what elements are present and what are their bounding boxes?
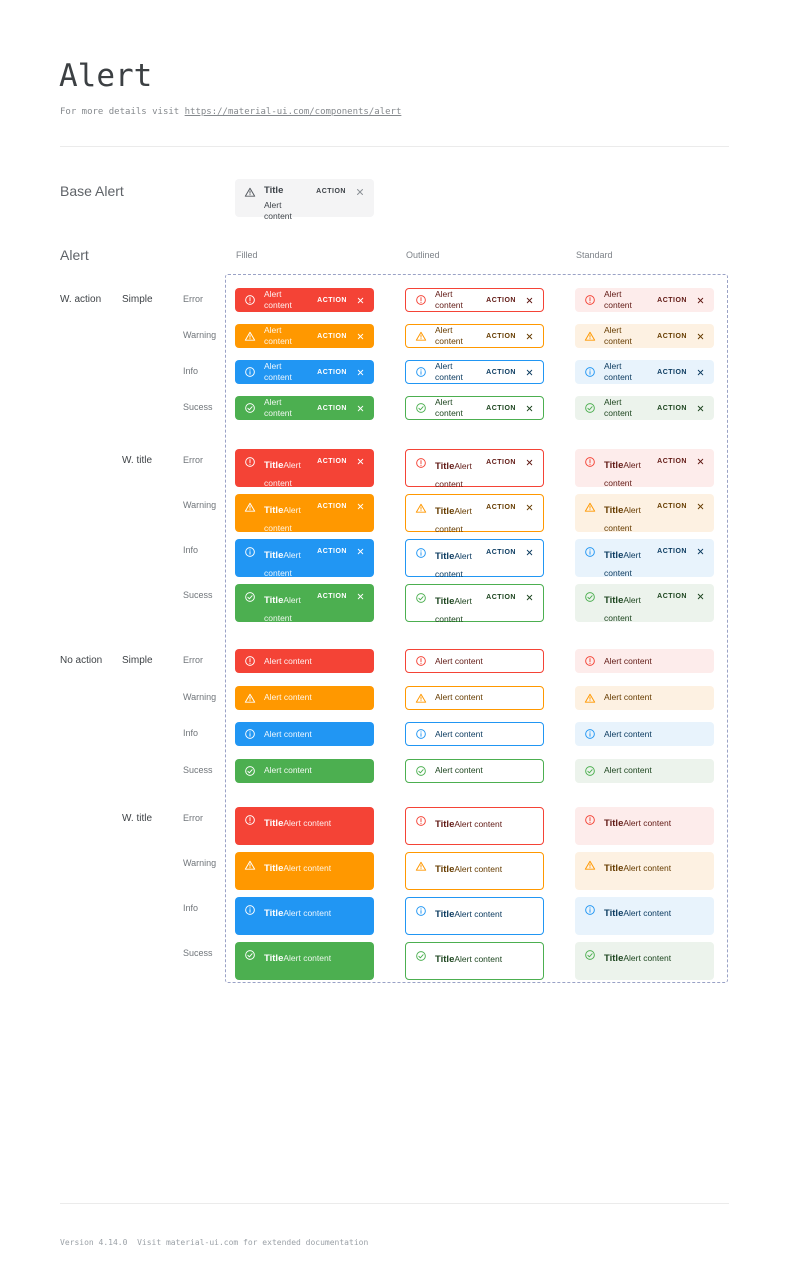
info-circle-icon: [415, 366, 427, 378]
alert-title: Title: [435, 819, 455, 830]
alert-content: Alert content: [264, 325, 292, 346]
warning-triangle-icon: [244, 330, 256, 342]
alert-outlined-error: [405, 288, 544, 312]
warning-triangle-icon: [584, 330, 596, 342]
action-button[interactable]: ACTION: [657, 368, 687, 376]
alert-body: [604, 590, 649, 626]
check-circle-icon: [415, 765, 427, 777]
docs-link[interactable]: https://material-ui.com/components/alert: [184, 107, 402, 117]
alert-body: [435, 591, 478, 627]
alert-body: [264, 903, 365, 921]
bottom-divider: [60, 1203, 729, 1204]
top-divider: [60, 146, 729, 147]
alert-title: Title: [435, 954, 455, 965]
alert-body: [604, 545, 649, 581]
alert-content: Alert content: [604, 361, 632, 382]
action-button[interactable]: ACTION: [486, 368, 516, 376]
alert-filled-error: [235, 288, 374, 312]
alert-title: Title: [604, 863, 624, 874]
alert-standard-success: [575, 584, 714, 622]
warning-triangle-icon: [244, 186, 256, 198]
alert-standard-info: [575, 897, 714, 935]
action-button[interactable]: ACTION: [317, 332, 347, 340]
check-circle-icon: [244, 402, 256, 414]
close-button[interactable]: [356, 547, 365, 556]
alert-content: Alert content: [264, 361, 292, 382]
info-circle-icon: [244, 366, 256, 378]
error-circle-icon: [584, 294, 596, 306]
severity-label-success: Sucess: [183, 764, 213, 775]
severity-label-error: Error: [183, 455, 203, 465]
alert-content: Alert content: [604, 460, 641, 488]
alert-standard-warning: [575, 686, 714, 710]
alert-content: Alert content: [264, 595, 301, 623]
action-button[interactable]: ACTION: [657, 404, 687, 412]
alert-standard-error: [575, 649, 714, 673]
alert-standard-info: [575, 722, 714, 746]
action-button[interactable]: ACTION: [316, 188, 346, 195]
close-button[interactable]: [696, 404, 705, 413]
alert-outlined-info: [405, 539, 544, 577]
alert-body: [604, 455, 649, 491]
severity-label-error: Error: [183, 294, 203, 304]
error-circle-icon: [244, 456, 256, 468]
info-circle-icon: [415, 728, 427, 740]
alert-content: Alert content: [435, 361, 463, 382]
alert-content: Alert content: [264, 289, 292, 310]
severity-label-warning: Warning: [183, 691, 217, 702]
check-circle-icon: [415, 950, 427, 962]
info-circle-icon: [584, 904, 596, 916]
action-button[interactable]: ACTION: [486, 549, 516, 556]
info-circle-icon: [244, 728, 256, 740]
info-circle-icon: [584, 728, 596, 740]
alert-body: [264, 858, 365, 876]
alert-title: Title: [264, 460, 284, 471]
alert-body: [264, 948, 365, 966]
close-button[interactable]: [696, 502, 705, 511]
alert-title: Title: [264, 595, 284, 606]
group-label-no-action: No action: [60, 655, 103, 666]
check-circle-icon: [415, 402, 427, 414]
action-button[interactable]: ACTION: [317, 548, 347, 555]
action-button[interactable]: ACTION: [657, 296, 687, 304]
action-button[interactable]: ACTION: [317, 404, 347, 412]
alert-filled-info: [235, 897, 374, 935]
alert-outlined-success: [405, 759, 544, 783]
alert-content: Alert content: [604, 692, 652, 702]
alert-filled-warning: [235, 324, 374, 348]
severity-label-warning: Warning: [183, 858, 217, 868]
alert-filled-success: [235, 584, 374, 622]
alert-content: Alert content: [283, 863, 332, 873]
error-circle-icon: [584, 655, 596, 667]
alert-title: Title: [604, 460, 624, 471]
error-circle-icon: [415, 294, 427, 306]
alert-standard-success: [575, 396, 714, 420]
action-button[interactable]: ACTION: [486, 594, 516, 601]
action-button[interactable]: ACTION: [657, 458, 687, 465]
alert-grid-heading: Alert: [60, 247, 89, 263]
alert-body: [264, 590, 309, 626]
action-button[interactable]: ACTION: [657, 593, 687, 600]
alert-content: Alert content: [264, 765, 312, 775]
variant-label-simple: Simple: [122, 655, 153, 666]
check-circle-icon: [244, 591, 256, 603]
alert-standard-success: [575, 759, 714, 783]
close-button[interactable]: [525, 332, 534, 341]
alert-content: Alert content: [623, 908, 672, 918]
alert-content: Alert content: [264, 550, 301, 578]
close-button[interactable]: [525, 368, 534, 377]
alert-filled-info: [235, 360, 374, 384]
severity-label-info: Info: [183, 366, 199, 376]
warning-triangle-icon: [584, 692, 596, 704]
check-circle-icon: [584, 402, 596, 414]
alert-standard-error: [575, 449, 714, 487]
close-button[interactable]: [356, 502, 365, 511]
alert-outlined-error: [405, 449, 544, 487]
alert-body: [435, 546, 478, 582]
info-circle-icon: [584, 366, 596, 378]
close-button[interactable]: [356, 457, 365, 466]
alert-content: Alert content: [454, 864, 503, 874]
close-button[interactable]: [696, 296, 705, 305]
action-button[interactable]: ACTION: [486, 404, 516, 412]
alert-content: Alert content: [623, 818, 672, 828]
check-circle-icon: [244, 765, 256, 777]
warning-triangle-icon: [415, 502, 427, 514]
check-circle-icon: [584, 949, 596, 961]
alert-content: Alert content: [435, 461, 472, 489]
warning-triangle-icon: [244, 692, 256, 704]
alert-body: [435, 904, 534, 922]
page-title: Alert: [59, 58, 153, 94]
close-button[interactable]: [696, 592, 705, 601]
severity-label-success: Sucess: [183, 402, 213, 412]
alert-body: [264, 455, 309, 491]
alert-title: Title: [264, 863, 284, 874]
info-circle-icon: [244, 904, 256, 916]
action-button[interactable]: ACTION: [317, 503, 347, 510]
alert-filled-warning: [235, 852, 374, 890]
alert-standard-error: [575, 288, 714, 312]
footer-note: Visit material-ui.com for extended documentation: [137, 1238, 369, 1247]
alert-title: Title: [264, 185, 284, 196]
warning-triangle-icon: [244, 501, 256, 513]
alert-outlined-info: [405, 897, 544, 935]
error-circle-icon: [584, 814, 596, 826]
close-button[interactable]: [356, 296, 365, 305]
alert-filled-success: [235, 942, 374, 980]
check-circle-icon: [584, 765, 596, 777]
alert-content: Alert content: [435, 692, 483, 702]
severity-label-success: Sucess: [183, 590, 213, 600]
alert-filled-error: [235, 649, 374, 673]
alert-content: Alert content: [454, 909, 503, 919]
column-header-filled: Filled: [236, 250, 258, 260]
action-button[interactable]: ACTION: [657, 548, 687, 555]
alert-filled-info: [235, 722, 374, 746]
alert-body: [435, 859, 534, 877]
alert-content: Alert content: [435, 325, 463, 346]
close-button[interactable]: [525, 404, 534, 413]
alert-title: Title: [435, 506, 455, 517]
alert-title: Title: [604, 550, 624, 561]
alert-outlined-info: [405, 360, 544, 384]
close-button[interactable]: [525, 503, 534, 512]
info-circle-icon: [244, 546, 256, 558]
check-circle-icon: [584, 591, 596, 603]
alert-body: [264, 545, 309, 581]
alert-outlined-warning: [405, 494, 544, 532]
error-circle-icon: [415, 655, 427, 667]
alert-outlined-warning: [405, 686, 544, 710]
alert-content: Alert content: [435, 596, 472, 624]
alert-content: Alert content: [264, 728, 312, 739]
alert-body: [435, 949, 534, 967]
alert-content: Alert content: [454, 954, 503, 964]
alert-content: Alert content: [604, 505, 641, 533]
alert-content: Alert content: [604, 397, 632, 418]
action-button[interactable]: ACTION: [486, 296, 516, 304]
alert-body: [604, 948, 705, 966]
action-button[interactable]: ACTION: [657, 332, 687, 340]
alert-title: Title: [604, 595, 624, 606]
alert-title: Title: [264, 505, 284, 516]
alert-title: Title: [435, 461, 455, 472]
group-label-w-action: W. action: [60, 294, 102, 305]
info-circle-icon: [415, 905, 427, 917]
action-button[interactable]: ACTION: [317, 296, 347, 304]
alert-outlined-warning: [405, 852, 544, 890]
column-header-standard: Standard: [576, 250, 613, 260]
close-button[interactable]: [525, 458, 534, 467]
footer-version: Version 4.14.0: [60, 1238, 128, 1247]
alert-content: Alert content: [264, 505, 301, 533]
alert-content: Alert content: [264, 397, 292, 418]
error-circle-icon: [244, 655, 256, 667]
alert-title: Title: [264, 818, 284, 829]
alert-content: Alert content: [283, 818, 332, 828]
alert-content: Alert content: [604, 325, 632, 346]
alert-content: Alert content: [604, 289, 632, 310]
alert-title: Title: [604, 505, 624, 516]
alert-content: Alert content: [623, 953, 672, 963]
alert-standard-info: [575, 539, 714, 577]
alert-standard-warning: [575, 852, 714, 890]
action-button[interactable]: ACTION: [486, 504, 516, 511]
check-circle-icon: [415, 592, 427, 604]
alert-body: [604, 903, 705, 921]
severity-label-info: Info: [183, 545, 199, 555]
alert-content: Alert content: [435, 397, 463, 418]
alert-filled-error: [235, 807, 374, 845]
alert-outlined-error: [405, 649, 544, 673]
alert-title: Title: [435, 551, 455, 562]
alert-content: Alert content: [435, 728, 483, 739]
alert-outlined-warning: [405, 324, 544, 348]
alert-content: Alert content: [264, 655, 312, 666]
variant-label-simple: Simple: [122, 294, 153, 305]
alert-outlined-success: [405, 942, 544, 980]
alert-content: Alert content: [604, 595, 641, 623]
variant-label-w-title: W. title: [122, 455, 153, 466]
alert-content: Alert content: [264, 460, 301, 488]
action-button[interactable]: ACTION: [486, 332, 516, 340]
alert-content: Alert content: [435, 289, 463, 310]
close-button[interactable]: [525, 593, 534, 602]
severity-label-info: Info: [183, 728, 199, 738]
action-button[interactable]: ACTION: [657, 503, 687, 510]
close-button[interactable]: [696, 368, 705, 377]
alert-outlined-info: [405, 722, 544, 746]
alert-body: [435, 456, 478, 492]
close-button[interactable]: [696, 547, 705, 556]
check-circle-icon: [244, 949, 256, 961]
alert-filled-success: [235, 759, 374, 783]
alert-filled-info: [235, 539, 374, 577]
warning-triangle-icon: [584, 859, 596, 871]
warning-triangle-icon: [415, 330, 427, 342]
severity-label-error: Error: [183, 813, 203, 823]
alert-standard-error: [575, 807, 714, 845]
alert-outlined-error: [405, 807, 544, 845]
alert-body: [435, 814, 534, 832]
alert-outlined-success: [405, 396, 544, 420]
base-alert: [235, 179, 374, 221]
alert-title: Title: [435, 864, 455, 875]
alert-content: Alert content: [604, 550, 641, 578]
action-button[interactable]: ACTION: [317, 593, 347, 600]
error-circle-icon: [415, 815, 427, 827]
alert-content: Alert content: [623, 863, 672, 873]
alert-filled-success: [235, 396, 374, 420]
action-button[interactable]: ACTION: [317, 368, 347, 376]
warning-triangle-icon: [244, 859, 256, 871]
alert-filled-error: [235, 449, 374, 487]
close-button[interactable]: [356, 368, 365, 377]
close-button[interactable]: [356, 404, 365, 413]
alert-standard-warning: [575, 324, 714, 348]
severity-label-error: Error: [183, 655, 203, 665]
alert-body: [435, 501, 478, 537]
info-circle-icon: [584, 546, 596, 558]
alert-content: Alert content: [435, 655, 483, 666]
alert-title: Title: [604, 908, 624, 919]
alert-content: Alert content: [604, 728, 652, 739]
alert-outlined-success: [405, 584, 544, 622]
alert-content: Alert content: [435, 506, 472, 534]
warning-triangle-icon: [415, 692, 427, 704]
alert-content: Alert content: [435, 551, 472, 579]
alert-body: [264, 813, 365, 831]
severity-label-info: Info: [183, 903, 199, 913]
alert-title: Title: [264, 908, 284, 919]
severity-label-warning: Warning: [183, 500, 217, 510]
alert-standard-success: [575, 942, 714, 980]
column-header-outlined: Outlined: [406, 250, 440, 260]
severity-label-warning: Warning: [183, 330, 217, 340]
footer: [60, 1238, 368, 1247]
alert-body: [264, 185, 308, 222]
alert-body: [264, 500, 309, 536]
alert-title: Title: [604, 818, 624, 829]
alert-body: [604, 813, 705, 831]
error-circle-icon: [244, 294, 256, 306]
action-button[interactable]: ACTION: [317, 458, 347, 465]
close-button[interactable]: [355, 187, 365, 197]
alert-filled-warning: [235, 686, 374, 710]
severity-label-success: Sucess: [183, 948, 213, 958]
alert-content: Alert content: [264, 692, 312, 702]
alert-title: Title: [435, 909, 455, 920]
alert-content: Alert content: [604, 655, 652, 666]
alert-content: Alert content: [283, 953, 332, 963]
alert-body: [604, 500, 649, 536]
close-button[interactable]: [525, 296, 534, 305]
error-circle-icon: [415, 457, 427, 469]
alert-content: Alert content: [283, 908, 332, 918]
warning-triangle-icon: [415, 860, 427, 872]
close-button[interactable]: [696, 332, 705, 341]
info-circle-icon: [415, 547, 427, 559]
alert-title: Title: [264, 550, 284, 561]
alert-title: Title: [435, 596, 455, 607]
alert-standard-warning: [575, 494, 714, 532]
close-button[interactable]: [696, 457, 705, 466]
alert-body: [604, 858, 705, 876]
alert-content: Alert content: [264, 200, 292, 221]
error-circle-icon: [244, 814, 256, 826]
action-button[interactable]: ACTION: [486, 459, 516, 466]
alert-content: Alert content: [604, 765, 652, 775]
close-button[interactable]: [356, 592, 365, 601]
base-alert-heading: Base Alert: [60, 183, 124, 199]
subtitle-text: For more details visit: [60, 107, 185, 117]
alert-title: Title: [264, 953, 284, 964]
variant-label-w-title: W. title: [122, 813, 153, 824]
alert-standard-info: [575, 360, 714, 384]
alert-title: Title: [604, 953, 624, 964]
warning-triangle-icon: [584, 501, 596, 513]
close-button[interactable]: [525, 548, 534, 557]
alert-content: Alert content: [454, 819, 503, 829]
alert-filled-warning: [235, 494, 374, 532]
alert-content: Alert content: [435, 765, 483, 775]
close-button[interactable]: [356, 332, 365, 341]
page-subtitle: [60, 106, 401, 119]
error-circle-icon: [584, 456, 596, 468]
